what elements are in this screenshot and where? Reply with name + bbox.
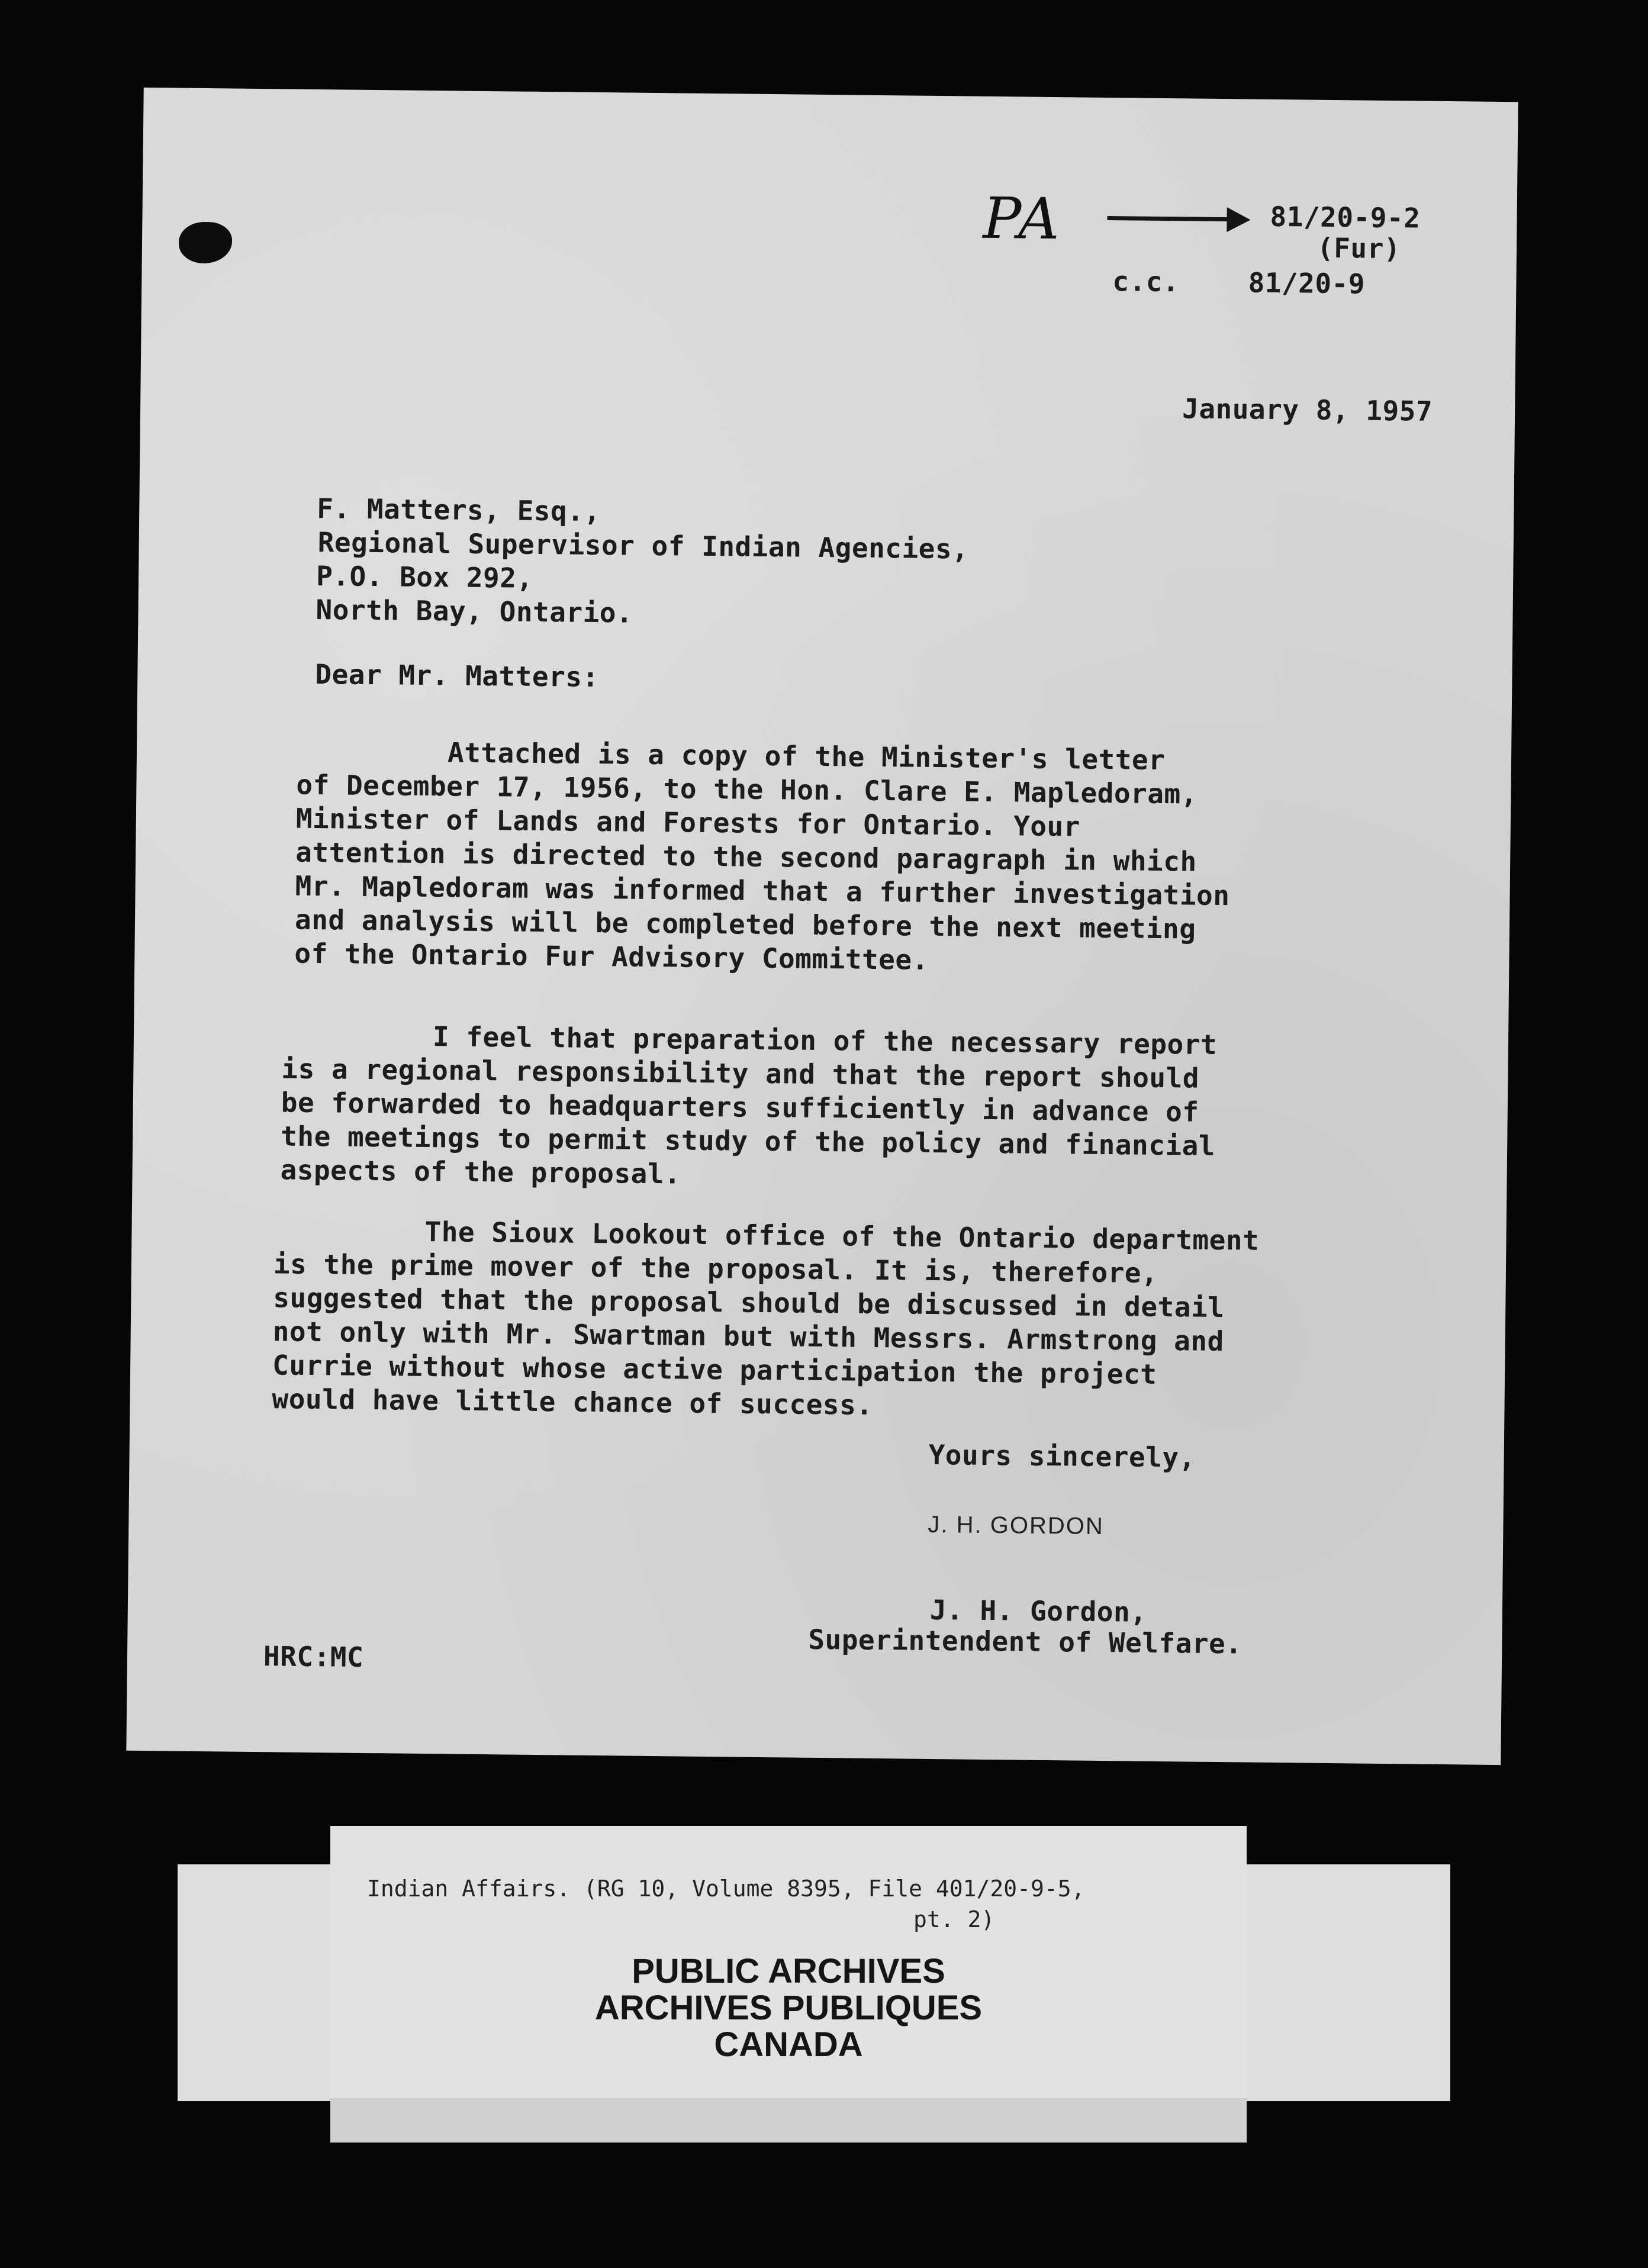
- letter-date: January 8, 1957: [1182, 392, 1433, 427]
- paragraph-2: [280, 1018, 1217, 1197]
- paragraph-line: aspects of the proposal.: [280, 1154, 681, 1190]
- ink-blot: [179, 222, 233, 264]
- institution-en: PUBLIC ARCHIVES: [632, 1952, 945, 1990]
- paragraph-line: and analysis will be completed before the next meeting: [294, 903, 1196, 945]
- handwritten-mark: PA: [982, 185, 1063, 253]
- paragraph-line: I feel that preparation of the necessary report: [432, 1020, 1218, 1061]
- archive-stamp: [330, 1953, 1247, 2063]
- paragraph-line: Minister of Lands and Forests for Ontario. Your: [295, 802, 1081, 843]
- recipient-city: North Bay, Ontario.: [316, 594, 633, 629]
- closing: Yours sincerely,: [928, 1438, 1196, 1474]
- signer-title: Superintendent of Welfare.: [808, 1623, 1243, 1660]
- institution-fr: ARCHIVES PUBLIQUES: [594, 1989, 983, 2027]
- letter-page: [126, 88, 1518, 1765]
- recipient-box: P.O. Box 292,: [316, 560, 533, 594]
- citation-line-1: Indian Affairs. (RG 10, Volume 8395, File 401/20-9-5,: [367, 1876, 1085, 1902]
- paragraph-1: [294, 734, 1231, 981]
- paragraph-line: be forwarded to headquarters sufficiently in advance of: [281, 1086, 1199, 1128]
- paragraph-line: attention is directed to the second paragraph in which: [295, 836, 1197, 878]
- recipient-block: [316, 492, 969, 634]
- file-subject: (Fur): [1317, 231, 1401, 265]
- paragraph-line: suggested that the proposal should be discussed in detail: [273, 1281, 1225, 1324]
- recipient-title: Regional Supervisor of Indian Agencies,: [317, 526, 969, 565]
- paragraph-line: not only with Mr. Swartman but with Messrs. Armstrong and: [272, 1315, 1225, 1358]
- typist-initials: HRC:MC: [263, 1640, 364, 1673]
- recipient-name: F. Matters, Esq.,: [317, 492, 601, 528]
- cc-number: 81/20-9: [1248, 266, 1366, 300]
- paragraph-line: The Sioux Lookout office of the Ontario department: [424, 1215, 1260, 1257]
- country: CANADA: [714, 2025, 863, 2064]
- handwritten-arrow: [1108, 216, 1238, 221]
- paragraph-line: Attached is a copy of the Minister's letter: [447, 736, 1166, 777]
- paragraph-line: Currie without whose active participation the project: [272, 1349, 1157, 1390]
- cc-label: c.c.: [1112, 265, 1180, 298]
- arrow-head-icon: [1227, 207, 1250, 232]
- paragraph-line: Mr. Mapledoram was informed that a further investigation: [295, 869, 1230, 912]
- paragraph-line: would have little chance of success.: [272, 1383, 873, 1421]
- paragraph-line: of the Ontario Fur Advisory Committee.: [294, 937, 929, 976]
- citation-line-2: pt. 2): [913, 1906, 995, 1932]
- paragraph-line: of December 17, 1956, to the Hon. Clare E. Mapledoram,: [296, 768, 1198, 810]
- archive-label-strip: [330, 2098, 1247, 2143]
- paragraph-line: is a regional responsibility and that the report should: [281, 1052, 1200, 1094]
- salutation: Dear Mr. Matters:: [315, 658, 599, 694]
- signer-name: J. H. Gordon,: [929, 1593, 1147, 1628]
- paragraph-line: the meetings to permit study of the policy and financial: [280, 1120, 1216, 1162]
- paragraph-3: [272, 1213, 1259, 1426]
- signature-stamp: J. H. GORDON: [928, 1511, 1104, 1540]
- paragraph-line: is the prime mover of the proposal. It is, therefore,: [273, 1248, 1158, 1289]
- file-number: 81/20-9-2: [1270, 200, 1421, 234]
- cc-line: [1112, 265, 1365, 301]
